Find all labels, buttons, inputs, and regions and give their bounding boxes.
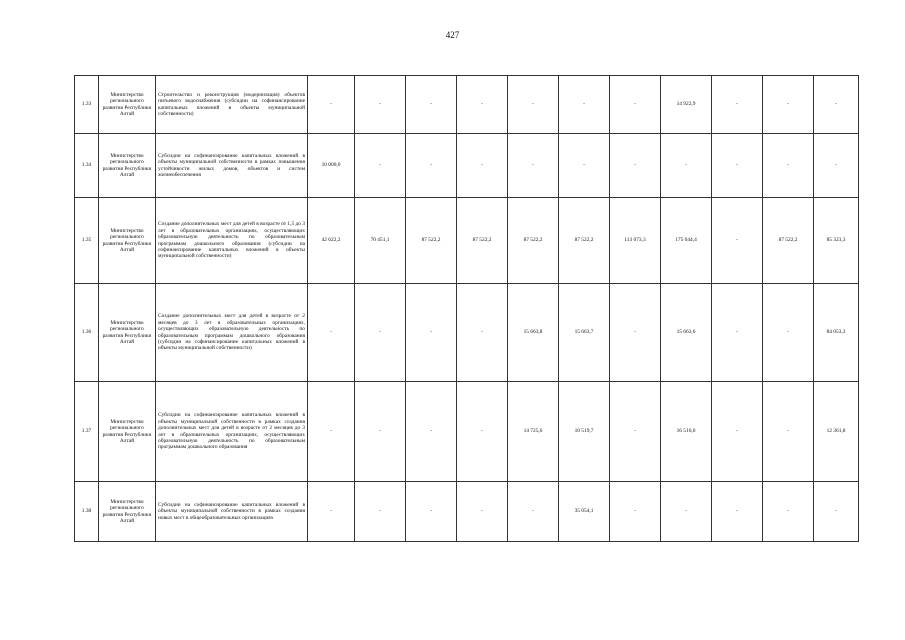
value-cell: - bbox=[406, 134, 457, 198]
value-cell: 175 044,4 bbox=[661, 198, 712, 284]
ministry-cell: Министерство регионального развития Республики Алтай bbox=[99, 198, 156, 284]
value-cell: 10 519,7 bbox=[559, 382, 610, 482]
value-cell: - bbox=[508, 134, 559, 198]
value-cell: 87 522,2 bbox=[508, 198, 559, 284]
table-row bbox=[75, 482, 859, 542]
value-cell: 87 522,2 bbox=[406, 198, 457, 284]
budget-table bbox=[74, 75, 859, 542]
row-number-cell: 1.35 bbox=[75, 198, 99, 284]
description-cell: Создание дополнительных мест для детей в возрасте от 1,5 до 3 лет в образовательных организациях, осуществляющих образовательную деятельность по образовательным программам дошкольного образования (субсидии на софинансирование капитальных вложений в объекты муниципальной собственности) bbox=[156, 198, 308, 284]
table-row bbox=[75, 134, 859, 198]
description-cell: Строительство и реконструкция (модернизация) объектов питьевого водоснабжения (субсидии на софинансирование капитальных вложений в объекты муниципальной собственности) bbox=[156, 76, 308, 134]
table-row bbox=[75, 284, 859, 382]
value-cell: 87 522,2 bbox=[559, 198, 610, 284]
value-cell: - bbox=[308, 482, 355, 542]
value-cell: - bbox=[661, 482, 712, 542]
row-number-cell: 1.38 bbox=[75, 482, 99, 542]
value-cell: - bbox=[763, 382, 814, 482]
value-cell: - bbox=[457, 134, 508, 198]
value-cell: - bbox=[308, 76, 355, 134]
value-cell: - bbox=[355, 482, 406, 542]
value-cell: 35 054,1 bbox=[559, 482, 610, 542]
value-cell: 87 522,2 bbox=[457, 198, 508, 284]
value-cell: 15 663,8 bbox=[508, 284, 559, 382]
description-cell: Субсидии на софинансирование капитальных вложений в объекты муниципальной собственности в рамках создания дополнительных мест для детей в возрасте от 2 месяцев до 3 лет в образовательных организациях, осуществляющих образовательную деятельность по образовательным программам дошкольного образования bbox=[156, 382, 308, 482]
value-cell: - bbox=[308, 382, 355, 482]
value-cell: - bbox=[763, 482, 814, 542]
value-cell: - bbox=[814, 134, 859, 198]
table-row bbox=[75, 198, 859, 284]
value-cell: 42 622,2 bbox=[308, 198, 355, 284]
value-cell: - bbox=[508, 76, 559, 134]
value-cell: - bbox=[610, 76, 661, 134]
value-cell: 10 000,0 bbox=[308, 134, 355, 198]
value-cell: - bbox=[406, 482, 457, 542]
page-number: 427 bbox=[445, 30, 460, 40]
value-cell: 14 725,6 bbox=[508, 382, 559, 482]
ministry-cell: Министерство регионального развития Республики Алтай bbox=[99, 284, 156, 382]
value-cell: - bbox=[610, 134, 661, 198]
value-cell: - bbox=[355, 76, 406, 134]
value-cell: - bbox=[610, 482, 661, 542]
value-cell: - bbox=[457, 382, 508, 482]
row-number-cell: 1.36 bbox=[75, 284, 99, 382]
value-cell: - bbox=[814, 76, 859, 134]
value-cell: - bbox=[457, 76, 508, 134]
row-number-cell: 1.37 bbox=[75, 382, 99, 482]
value-cell: 113 073,3 bbox=[610, 198, 661, 284]
description-cell: Создание дополнительных мест для детей в возрасте от 2 месяцев до 3 лет в образовательных организациях, осуществляющих образовательную деятельность по образовательным программам дошкольного образования (субсидии на софинансирование капитальных вложений в объекты муниципальной собственности) bbox=[156, 284, 308, 382]
value-cell: 70 451,1 bbox=[355, 198, 406, 284]
value-cell: - bbox=[712, 134, 763, 198]
value-cell: 16 516,0 bbox=[661, 382, 712, 482]
value-cell: 87 522,2 bbox=[763, 198, 814, 284]
value-cell: - bbox=[712, 76, 763, 134]
row-number-cell: 1.34 bbox=[75, 134, 99, 198]
table-body bbox=[75, 76, 859, 542]
value-cell: - bbox=[355, 284, 406, 382]
value-cell: - bbox=[406, 382, 457, 482]
ministry-cell: Министерство регионального развития Республики Алтай bbox=[99, 482, 156, 542]
value-cell: - bbox=[406, 76, 457, 134]
value-cell: - bbox=[763, 76, 814, 134]
value-cell: - bbox=[355, 382, 406, 482]
value-cell: 15 663,7 bbox=[559, 284, 610, 382]
value-cell: - bbox=[559, 76, 610, 134]
value-cell: 12 361,8 bbox=[814, 382, 859, 482]
value-cell: - bbox=[763, 134, 814, 198]
value-cell: - bbox=[712, 284, 763, 382]
table-row bbox=[75, 382, 859, 482]
ministry-cell: Министерство регионального развития Республики Алтай bbox=[99, 134, 156, 198]
value-cell: - bbox=[457, 482, 508, 542]
value-cell: - bbox=[610, 382, 661, 482]
value-cell: - bbox=[457, 284, 508, 382]
value-cell: - bbox=[712, 198, 763, 284]
value-cell: - bbox=[814, 482, 859, 542]
value-cell: - bbox=[712, 382, 763, 482]
value-cell: - bbox=[508, 482, 559, 542]
value-cell: 84 053,3 bbox=[814, 284, 859, 382]
value-cell: - bbox=[712, 482, 763, 542]
row-number-cell: 1.33 bbox=[75, 76, 99, 134]
table-row bbox=[75, 76, 859, 134]
value-cell: - bbox=[610, 284, 661, 382]
value-cell: 14 922,9 bbox=[661, 76, 712, 134]
value-cell: 15 663,6 bbox=[661, 284, 712, 382]
value-cell: - bbox=[661, 134, 712, 198]
description-cell: Субсидии на софинансирование капитальных вложений в объекты муниципальной собственности в рамках повышения устойчивости жилых домов, объектов и систем жизнеобеспечения bbox=[156, 134, 308, 198]
value-cell: - bbox=[355, 134, 406, 198]
ministry-cell: Министерство регионального развития Республики Алтай bbox=[99, 382, 156, 482]
description-cell: Субсидии на софинансирование капитальных вложений в объекты муниципальной собственности в рамках создания новых мест в общеобразовательных организациях bbox=[156, 482, 308, 542]
value-cell: 85 323,3 bbox=[814, 198, 859, 284]
ministry-cell: Министерство регионального развития Республики Алтай bbox=[99, 76, 156, 134]
value-cell: - bbox=[559, 134, 610, 198]
value-cell: - bbox=[308, 284, 355, 382]
value-cell: - bbox=[763, 284, 814, 382]
value-cell: - bbox=[406, 284, 457, 382]
